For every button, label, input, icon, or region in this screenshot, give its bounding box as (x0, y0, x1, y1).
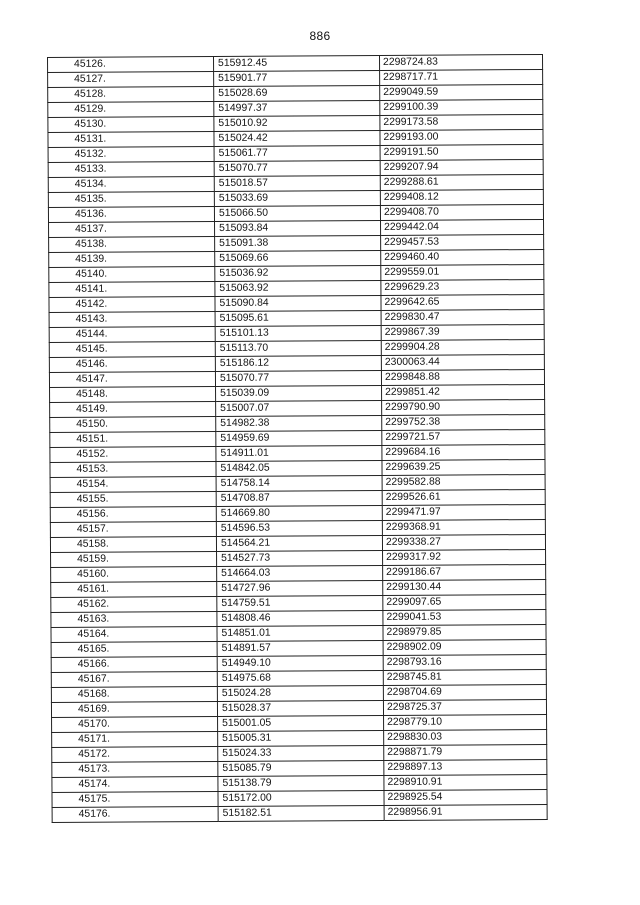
point-id-cell: 45155. (50, 491, 216, 507)
point-id-cell: 45141. (49, 281, 215, 297)
x-coordinate-cell: 514669.80 (216, 505, 382, 521)
x-coordinate-cell: 514708.87 (216, 490, 382, 506)
x-coordinate-cell: 514808.46 (217, 610, 383, 626)
y-coordinate-cell: 2299338.27 (382, 534, 545, 550)
point-id-cell: 45169. (51, 701, 217, 717)
point-id-cell: 45167. (51, 671, 217, 687)
y-coordinate-cell: 2299207.94 (380, 159, 543, 175)
x-coordinate-cell: 515113.70 (215, 340, 381, 356)
x-coordinate-cell: 515093.84 (215, 220, 381, 236)
point-id-cell: 45176. (52, 806, 218, 822)
x-coordinate-cell: 515018.57 (214, 175, 380, 191)
point-id-cell: 45130. (48, 116, 214, 132)
y-coordinate-cell: 2298979.85 (383, 624, 546, 640)
y-coordinate-cell: 2299642.65 (381, 294, 544, 310)
y-coordinate-cell: 2299193.00 (380, 129, 543, 145)
y-coordinate-cell: 2299471.97 (382, 504, 545, 520)
point-id-cell: 45148. (50, 386, 216, 402)
x-coordinate-cell: 514851.01 (217, 625, 383, 641)
x-coordinate-cell: 515101.13 (215, 325, 381, 341)
x-coordinate-cell: 515061.77 (214, 145, 380, 161)
y-coordinate-cell: 2299317.92 (383, 549, 546, 565)
y-coordinate-cell: 2299130.44 (383, 579, 546, 595)
point-id-cell: 45153. (50, 461, 216, 477)
coordinates-table (47, 54, 548, 823)
y-coordinate-cell: 2298745.81 (383, 669, 546, 685)
point-id-cell: 45175. (52, 791, 218, 807)
point-id-cell: 45144. (49, 326, 215, 342)
y-coordinate-cell: 2299408.70 (380, 204, 543, 220)
x-coordinate-cell: 515186.12 (215, 355, 381, 371)
point-id-cell: 45135. (48, 191, 214, 207)
x-coordinate-cell: 515070.77 (214, 160, 380, 176)
y-coordinate-cell: 2298910.91 (384, 774, 547, 790)
x-coordinate-cell: 514527.73 (217, 550, 383, 566)
y-coordinate-cell: 2298897.13 (384, 759, 547, 775)
point-id-cell: 45129. (48, 101, 214, 117)
x-coordinate-cell: 515091.38 (215, 235, 381, 251)
point-id-cell: 45139. (49, 251, 215, 267)
y-coordinate-cell: 2299851.42 (382, 384, 545, 400)
y-coordinate-cell: 2299100.39 (380, 99, 543, 115)
point-id-cell: 45161. (51, 581, 217, 597)
y-coordinate-cell: 2299191.50 (380, 144, 543, 160)
y-coordinate-cell: 2299867.39 (381, 324, 544, 340)
y-coordinate-cell: 2299457.53 (381, 234, 544, 250)
point-id-cell: 45131. (48, 131, 214, 147)
x-coordinate-cell: 515172.00 (218, 790, 384, 806)
point-id-cell: 45127. (48, 71, 214, 87)
table-row (52, 804, 547, 822)
point-id-cell: 45132. (48, 146, 214, 162)
point-id-cell: 45166. (51, 656, 217, 672)
point-id-cell: 45156. (50, 506, 216, 522)
y-coordinate-cell: 2300063.44 (381, 354, 544, 370)
y-coordinate-cell: 2298830.03 (384, 729, 547, 745)
x-coordinate-cell: 515005.31 (218, 730, 384, 746)
y-coordinate-cell: 2298724.83 (379, 54, 542, 70)
y-coordinate-cell: 2299368.91 (382, 519, 545, 535)
point-id-cell: 45170. (52, 716, 218, 732)
point-id-cell: 45174. (52, 776, 218, 792)
y-coordinate-cell: 2299097.65 (383, 594, 546, 610)
point-id-cell: 45172. (52, 746, 218, 762)
x-coordinate-cell: 515085.79 (218, 760, 384, 776)
y-coordinate-cell: 2299408.12 (380, 189, 543, 205)
x-coordinate-cell: 514664.03 (217, 565, 383, 581)
x-coordinate-cell: 515036.92 (215, 265, 381, 281)
point-id-cell: 45134. (48, 176, 214, 192)
x-coordinate-cell: 514959.69 (216, 430, 382, 446)
x-coordinate-cell: 515069.66 (215, 250, 381, 266)
point-id-cell: 45140. (49, 266, 215, 282)
y-coordinate-cell: 2299559.01 (381, 264, 544, 280)
x-coordinate-cell: 514759.51 (217, 595, 383, 611)
x-coordinate-cell: 514842.05 (216, 460, 382, 476)
y-coordinate-cell: 2299041.53 (383, 609, 546, 625)
y-coordinate-cell: 2299639.25 (382, 459, 545, 475)
y-coordinate-cell: 2298902.09 (383, 639, 546, 655)
point-id-cell: 45163. (51, 611, 217, 627)
y-coordinate-cell: 2299460.40 (381, 249, 544, 265)
point-id-cell: 45149. (50, 401, 216, 417)
y-coordinate-cell: 2299288.61 (380, 174, 543, 190)
point-id-cell: 45147. (49, 371, 215, 387)
x-coordinate-cell: 514982.38 (216, 415, 382, 431)
point-id-cell: 45154. (50, 476, 216, 492)
x-coordinate-cell: 515095.61 (215, 310, 381, 326)
x-coordinate-cell: 515070.77 (215, 370, 381, 386)
x-coordinate-cell: 515024.33 (218, 745, 384, 761)
point-id-cell: 45138. (49, 236, 215, 252)
x-coordinate-cell: 515090.84 (215, 295, 381, 311)
y-coordinate-cell: 2299526.61 (382, 489, 545, 505)
point-id-cell: 45143. (49, 311, 215, 327)
y-coordinate-cell: 2298793.16 (383, 654, 546, 670)
point-id-cell: 45168. (51, 686, 217, 702)
y-coordinate-cell: 2298779.10 (384, 714, 547, 730)
point-id-cell: 45171. (52, 731, 218, 747)
x-coordinate-cell: 514727.96 (217, 580, 383, 596)
x-coordinate-cell: 515039.09 (216, 385, 382, 401)
x-coordinate-cell: 514911.01 (216, 445, 382, 461)
y-coordinate-cell: 2298725.37 (383, 699, 546, 715)
y-coordinate-cell: 2298717.71 (380, 69, 543, 85)
point-id-cell: 45128. (48, 86, 214, 102)
point-id-cell: 45152. (50, 446, 216, 462)
point-id-cell: 45159. (51, 551, 217, 567)
point-id-cell: 45158. (50, 536, 216, 552)
y-coordinate-cell: 2299752.38 (382, 414, 545, 430)
y-coordinate-cell: 2298956.91 (384, 804, 547, 820)
x-coordinate-cell: 514891.57 (217, 640, 383, 656)
x-coordinate-cell: 515024.28 (217, 685, 383, 701)
x-coordinate-cell: 515001.05 (218, 715, 384, 731)
x-coordinate-cell: 515007.07 (216, 400, 382, 416)
point-id-cell: 45173. (52, 761, 218, 777)
y-coordinate-cell: 2299904.28 (381, 339, 544, 355)
point-id-cell: 45151. (50, 431, 216, 447)
x-coordinate-cell: 515901.77 (214, 70, 380, 86)
point-id-cell: 45136. (48, 206, 214, 222)
x-coordinate-cell: 515182.51 (218, 805, 384, 821)
x-coordinate-cell: 515033.69 (214, 190, 380, 206)
y-coordinate-cell: 2299582.88 (382, 474, 545, 490)
x-coordinate-cell: 514758.14 (216, 475, 382, 491)
point-id-cell: 45160. (51, 566, 217, 582)
y-coordinate-cell: 2298925.54 (384, 789, 547, 805)
y-coordinate-cell: 2298704.69 (383, 684, 546, 700)
y-coordinate-cell: 2299442.04 (381, 219, 544, 235)
point-id-cell: 45145. (49, 341, 215, 357)
x-coordinate-cell: 515138.79 (218, 775, 384, 791)
y-coordinate-cell: 2299830.47 (381, 309, 544, 325)
point-id-cell: 45150. (50, 416, 216, 432)
y-coordinate-cell: 2299173.58 (380, 114, 543, 130)
point-id-cell: 45146. (49, 356, 215, 372)
y-coordinate-cell: 2299721.57 (382, 429, 545, 445)
x-coordinate-cell: 514975.68 (217, 670, 383, 686)
point-id-cell: 45137. (49, 221, 215, 237)
x-coordinate-cell: 515028.69 (214, 85, 380, 101)
x-coordinate-cell: 514596.53 (216, 520, 382, 536)
x-coordinate-cell: 515010.92 (214, 115, 380, 131)
point-id-cell: 45133. (48, 161, 214, 177)
x-coordinate-cell: 514997.37 (214, 100, 380, 116)
point-id-cell: 45165. (51, 641, 217, 657)
point-id-cell: 45142. (49, 296, 215, 312)
y-coordinate-cell: 2299848.88 (381, 369, 544, 385)
point-id-cell: 45162. (51, 596, 217, 612)
page-number: 886 (309, 29, 331, 43)
x-coordinate-cell: 515024.42 (214, 130, 380, 146)
x-coordinate-cell: 515912.45 (213, 55, 379, 71)
x-coordinate-cell: 515028.37 (217, 700, 383, 716)
x-coordinate-cell: 514564.21 (216, 535, 382, 551)
point-id-cell: 45157. (50, 521, 216, 537)
point-id-cell: 45126. (48, 56, 214, 72)
x-coordinate-cell: 515066.50 (214, 205, 380, 221)
coordinates-table-body (48, 54, 548, 822)
y-coordinate-cell: 2299186.67 (383, 564, 546, 580)
y-coordinate-cell: 2298871.79 (384, 744, 547, 760)
point-id-cell: 45164. (51, 626, 217, 642)
y-coordinate-cell: 2299790.90 (382, 399, 545, 415)
y-coordinate-cell: 2299684.16 (382, 444, 545, 460)
y-coordinate-cell: 2299049.59 (380, 84, 543, 100)
x-coordinate-cell: 515063.92 (215, 280, 381, 296)
y-coordinate-cell: 2299629.23 (381, 279, 544, 295)
x-coordinate-cell: 514949.10 (217, 655, 383, 671)
